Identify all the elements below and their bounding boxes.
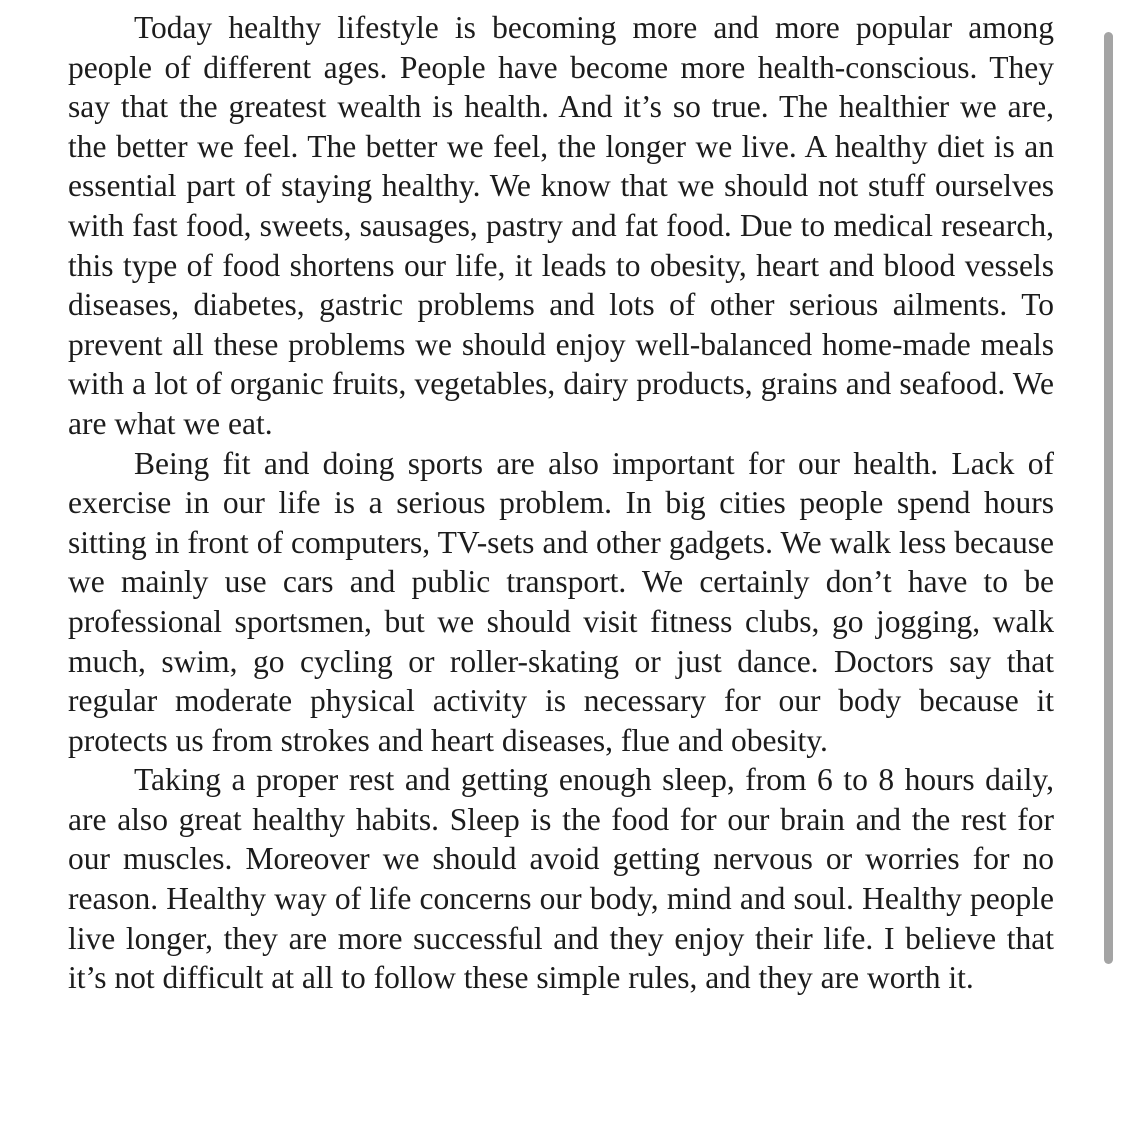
paragraph-rest-and-sleep: Taking a proper rest and getting enough sleep, from 6 to 8 hours daily, are also great healthy habits. Sleep is the food for our brain and the rest for our muscles. Moreover we should avoid getting nervous or worries for no reason. Healthy way of life concerns our body, mind and soul. Healthy people live longer, they are more successful and they enjoy their life. I believe that it’s not difficult at all to follow these simple rules, and they are worth it.	[68, 762, 1054, 996]
paragraph-sports: Being fit and doing sports are also important for our health. Lack of exercise in our life is a serious problem. In big cities people spend hours sitting in front of computers, TV-sets and other gadgets. We walk less because we mainly use cars and public transport. We certainly don’t have to be professional sportsmen, but we should visit fitness clubs, go jogging, walk much, swim, go cycling or roller-skating or just dance. Doctors say that regular moderate physical activity is necessary for our body because it protects us from strokes and heart diseases, flue and obesity.	[68, 445, 1054, 758]
paragraph-healthy-diet: Today healthy lifestyle is becoming more and more popular among people of different ages. People have become more health-conscious. They say that the greatest wealth is health. And it’s so true. The healthier we are, the better we feel. The better we feel, the longer we live. A healthy diet is an essential part of staying healthy. We know that we should not stuff ourselves with fast food, sweets, sausages, pastry and fat food. Due to medical research, this type of food shortens our life, it leads to obesity, heart and blood vessels diseases, diabetes, gastric problems and lots of other serious ailments. To prevent all these problems we should enjoy well-balanced home-made meals with a lot of organic fruits, vegetables, dairy products, grains and seafood. We are what we eat.	[68, 10, 1054, 441]
document-body	[68, 8, 1054, 998]
vertical-scrollbar-thumb[interactable]	[1104, 32, 1113, 964]
